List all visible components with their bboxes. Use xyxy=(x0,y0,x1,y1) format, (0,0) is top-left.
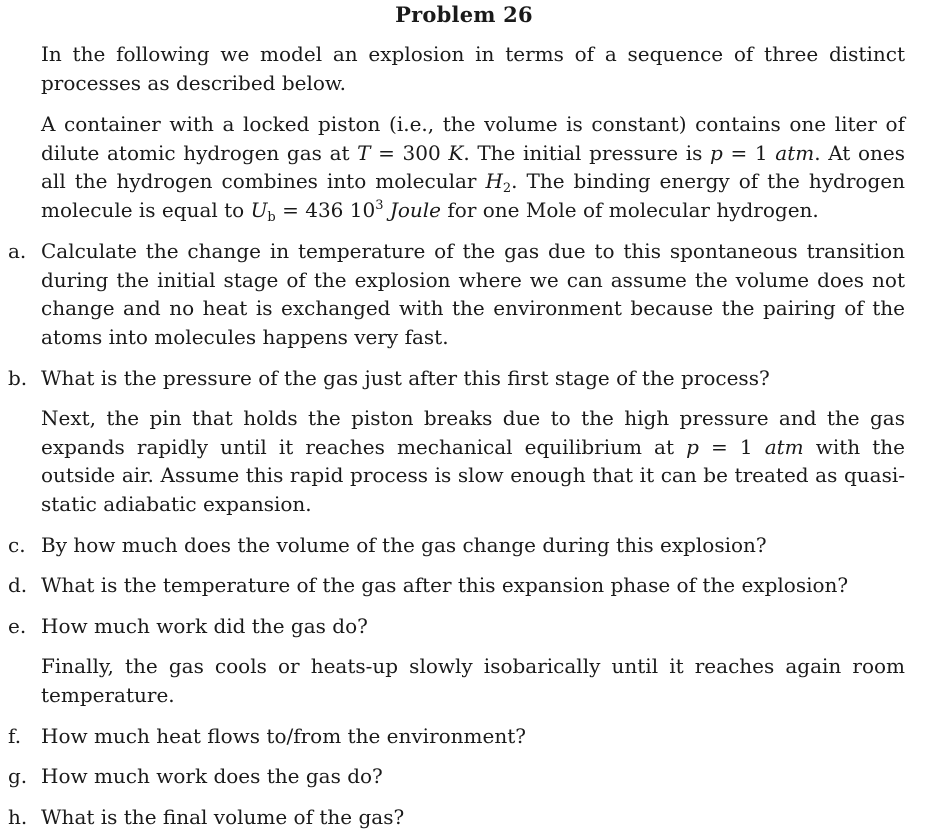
question-text: What is the final volume of the gas? xyxy=(41,805,405,829)
temperature-value: = 300 xyxy=(370,140,449,165)
binding-energy-value: = 436 10 xyxy=(275,197,376,222)
joule-unit: Joule xyxy=(389,197,442,222)
pressure-value: = 1 xyxy=(698,434,765,459)
setup-text-5: for one Mole of molecular hydrogen. xyxy=(441,197,819,222)
hydrogen-subscript: 2 xyxy=(502,181,512,196)
question-text: How much heat flows to/from the environment? xyxy=(41,724,526,748)
pressure-value: = 1 xyxy=(722,140,776,165)
question-text: By how much does the volume of the gas change during this explosion? xyxy=(41,533,767,557)
setup-text-1: A container with a locked piston (i.e., the volume is constant) contains one liter of dilute atomic hydrogen gas at xyxy=(41,112,905,165)
question-label: h. xyxy=(8,805,28,829)
atm-unit: atm xyxy=(764,434,804,459)
question-label: d. xyxy=(8,573,28,597)
next-text-2: with the outside air. Assume this rapid process is slow enough that it can be treated as quasi-static adiabatic expansion. xyxy=(41,434,905,516)
question-f xyxy=(8,722,905,751)
pressure-symbol: p xyxy=(686,434,699,459)
question-text: How much work does the gas do? xyxy=(41,764,383,788)
pressure-symbol: p xyxy=(710,140,723,165)
question-text: How much work did the gas do? xyxy=(41,614,368,638)
problem-title: Problem 26 xyxy=(395,2,533,27)
setup-text-4: . The binding energy of the hydrogen molecule is equal to xyxy=(41,169,905,222)
setup-paragraph xyxy=(41,110,905,224)
hydrogen-symbol: H xyxy=(485,169,503,193)
question-c xyxy=(8,531,905,560)
question-h xyxy=(8,803,905,832)
setup-text-3: . At ones all the hydrogen combines into molecular xyxy=(41,140,905,193)
question-label: b. xyxy=(8,366,28,390)
question-label: f. xyxy=(8,724,22,748)
temperature-symbol: T xyxy=(357,140,371,165)
question-e xyxy=(8,612,905,641)
final-paragraph: Finally, the gas cools or heats-up slowly isobarically until it reaches again room temperature. xyxy=(41,654,905,707)
binding-energy-exponent: 3 xyxy=(375,197,384,213)
setup-text-2: . The initial pressure is xyxy=(463,140,711,165)
question-label: g. xyxy=(8,764,28,788)
atm-unit: atm xyxy=(775,140,815,165)
question-d xyxy=(8,571,905,600)
expansion-paragraph xyxy=(41,404,905,518)
intro-paragraph: In the following we model an explosion in terms of a sequence of three distinct processes as described below. xyxy=(41,42,905,95)
question-text: What is the temperature of the gas after this expansion phase of the explosion? xyxy=(41,573,849,597)
question-text: What is the pressure of the gas just after this first stage of the process? xyxy=(41,366,770,390)
binding-energy-subscript: b xyxy=(267,209,276,225)
next-text-1: Next, the pin that holds the piston breaks due to the high pressure and the gas expands rapidly until it reaches mechanical equilibrium at xyxy=(41,406,905,459)
question-a xyxy=(8,237,905,351)
question-label: e. xyxy=(8,614,27,638)
question-b xyxy=(8,364,905,393)
question-label: a. xyxy=(8,239,27,263)
binding-energy-symbol: U xyxy=(250,197,268,222)
question-text: Calculate the change in temperature of the gas due to this spontaneous transition during the initial stage of the explosion where we can assume the volume does not change and no heat is exchanged with the environment because the pairing of the atoms into molecules happens very fast. xyxy=(41,239,905,349)
question-g xyxy=(8,762,905,791)
question-label: c. xyxy=(8,533,26,557)
kelvin-unit: K xyxy=(448,140,464,165)
